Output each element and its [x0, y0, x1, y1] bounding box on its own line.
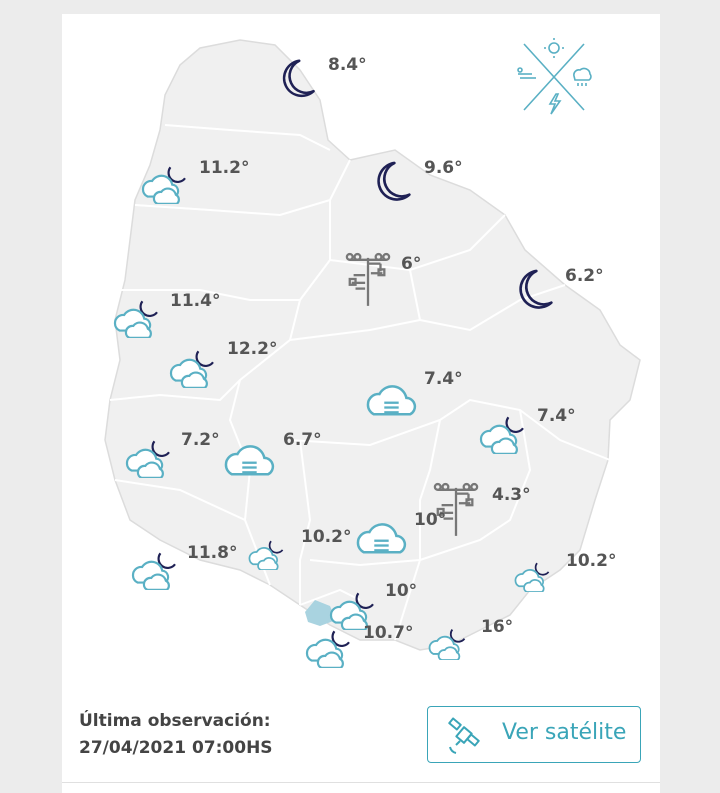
sun-icon [549, 43, 559, 53]
partly-cloudy-night-icon[interactable] [470, 408, 534, 454]
station-temp: 10° [385, 581, 418, 601]
view-satellite-button[interactable] [427, 706, 641, 763]
station-temp: 10.2° [566, 551, 617, 571]
fog-icon[interactable] [360, 372, 422, 420]
station-temp: 11.2° [199, 158, 250, 178]
station-temp: 4.3° [492, 485, 531, 505]
station-temp: 6° [401, 254, 422, 274]
partly-cloudy-night-icon[interactable] [116, 432, 180, 478]
weather-legend-icon [514, 36, 592, 118]
partly-cloudy-night-icon[interactable] [132, 158, 196, 204]
footer-divider [62, 782, 660, 783]
partly-cloudy-night-icon[interactable] [500, 556, 564, 592]
station-temp: 9.6° [424, 158, 463, 178]
partly-cloudy-night-icon[interactable] [160, 342, 224, 388]
partly-cloudy-night-icon[interactable] [122, 544, 186, 590]
wind-icon [518, 68, 536, 78]
station-temp: 7.2° [181, 430, 220, 450]
partly-cloudy-night-icon[interactable] [104, 292, 168, 338]
rain-icon [574, 68, 591, 86]
partly-cloudy-night-icon[interactable] [296, 622, 360, 668]
station-temp: 10.7° [363, 623, 414, 643]
station-temp: 7.4° [424, 369, 463, 389]
fog-icon[interactable] [218, 432, 280, 480]
lightning-icon [550, 94, 560, 114]
station-temp: 10° [414, 510, 447, 530]
station-temp: 11.8° [187, 543, 238, 563]
weather-station-icon[interactable] [344, 250, 392, 308]
fog-icon[interactable] [350, 510, 412, 558]
last-observation-datetime: 27/04/2021 07:00HS [79, 738, 273, 758]
satellite-icon [446, 717, 486, 755]
partly-cloudy-night-icon[interactable] [236, 534, 296, 570]
last-observation [79, 708, 273, 762]
clear-night-icon[interactable] [272, 56, 320, 104]
station-temp: 11.4° [170, 291, 221, 311]
clear-night-icon[interactable] [508, 266, 558, 316]
station-temp: 16° [481, 617, 514, 637]
station-temp: 10.2° [301, 527, 352, 547]
view-satellite-label: Ver satélite [502, 720, 627, 745]
station-temp: 7.4° [537, 406, 576, 426]
station-temp: 6.2° [565, 266, 604, 286]
station-temp: 6.7° [283, 430, 322, 450]
station-temp: 12.2° [227, 339, 278, 359]
partly-cloudy-night-icon[interactable] [416, 622, 478, 660]
last-observation-label: Última observación: [79, 711, 271, 731]
clear-night-icon[interactable] [366, 158, 416, 208]
station-temp: 8.4° [328, 55, 367, 75]
